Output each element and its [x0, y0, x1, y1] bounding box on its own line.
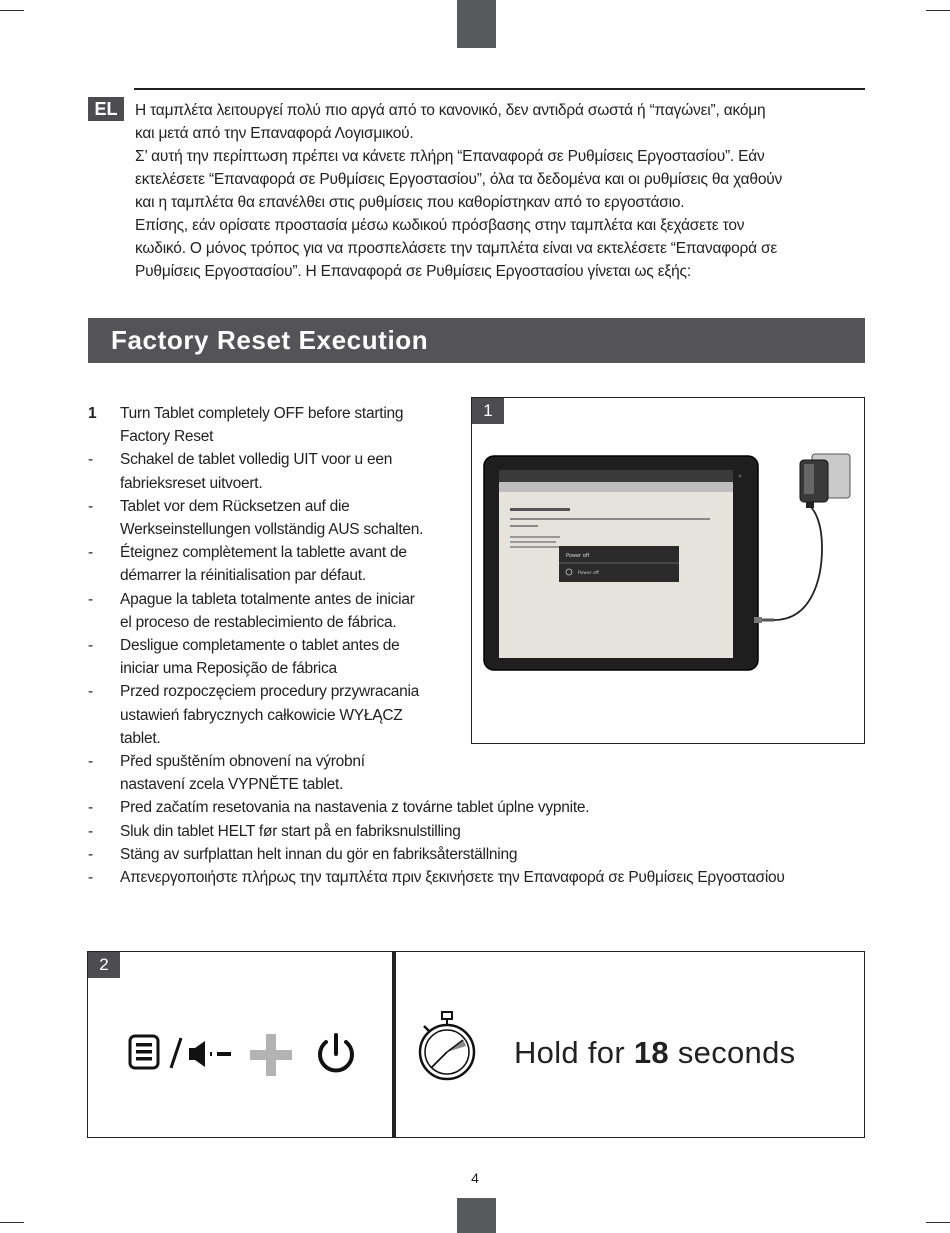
bottom-tab-mark	[457, 1198, 496, 1233]
figure-1-tablet	[471, 397, 865, 744]
hold-suffix: seconds	[668, 1035, 796, 1070]
page-number: 4	[471, 1170, 479, 1186]
crop-mark	[926, 1222, 950, 1223]
hold-duration-text	[514, 1035, 795, 1071]
dialog-option: Power off	[578, 571, 599, 576]
step-line: Apague la tableta totalmente antes de iniciar	[120, 590, 415, 608]
step-marker: -	[88, 497, 93, 515]
volume-down-icon	[187, 1039, 233, 1069]
tablet-illustration	[472, 398, 863, 742]
step-marker: -	[88, 799, 93, 817]
el-line: Σ’ αυτή την περίπτωση πρέπει να κάνετε πλήρη “Επαναφορά σε Ρυθμίσεις Εργοστασίου”. Εάν	[135, 148, 765, 165]
step-marker: -	[88, 637, 93, 655]
step-line: Turn Tablet completely OFF before starting	[120, 405, 404, 422]
el-line: και η ταμπλέτα θα επανέλθει στις ρυθμίσεις που καθορίστηκαν από το εργοστάσιο.	[135, 194, 685, 211]
list-item	[88, 843, 878, 866]
step-line: Tablet vor dem Rücksetzen auf die	[120, 497, 350, 515]
step-marker: -	[88, 451, 93, 469]
crop-mark	[0, 1222, 24, 1223]
language-badge-el: EL	[88, 97, 124, 121]
top-tab-mark	[457, 0, 496, 48]
step-line: tablet.	[120, 729, 161, 747]
el-line: εκτελέσετε “Επαναφορά σε Ρυθμίσεις Εργοστασίου”, όλα τα δεδομένα και οι ρυθμίσεις θα χαθούν	[135, 171, 783, 188]
menu-icon	[128, 1034, 160, 1070]
step-line: Schakel de tablet volledig UIT voor u een	[120, 451, 393, 469]
el-line: Ρυθμίσεις Εργοστασίου”. Η Επαναφορά σε Ρυθμίσεις Εργοστασίου γίνεται ως εξής:	[135, 263, 691, 280]
step-line: Desligue completamente o tablet antes de	[120, 637, 400, 655]
list-item	[88, 750, 878, 796]
step-marker: -	[88, 869, 93, 887]
step-marker: -	[88, 845, 93, 863]
step-line: Werkseinstellungen vollständig AUS schalten.	[120, 521, 424, 539]
figure-number: 1	[472, 398, 504, 424]
step-line: Éteignez complètement la tablette avant de	[120, 544, 407, 562]
el-section-rule	[134, 88, 865, 90]
step-marker: -	[88, 822, 93, 840]
crop-mark	[0, 10, 24, 11]
el-line: Επίσης, εάν ορίσατε προστασία μέσω κωδικού πρόσβασης στην ταμπλέτα και ξεχάσετε τον	[135, 217, 745, 234]
stopwatch-icon	[414, 1010, 480, 1082]
step-line: Před spuštěním obnovení na výrobní	[120, 753, 365, 771]
step-line: nastavení zcela VYPNĚTE tablet.	[120, 776, 344, 794]
step-marker: -	[88, 753, 93, 771]
step-marker: -	[88, 683, 93, 701]
plus-icon	[248, 1032, 294, 1078]
step-marker: 1	[88, 405, 97, 422]
step-line: el proceso de restablecimiento de fábrica.	[120, 613, 397, 631]
step-line: démarrer la réinitialisation par défaut.	[120, 567, 366, 585]
power-icon	[314, 1032, 358, 1076]
list-item	[88, 820, 878, 843]
step-marker: -	[88, 590, 93, 608]
step-line: Pred začatím resetovania na nastavenia z továrne tablet úplne vypnite.	[120, 799, 590, 817]
step-line: Factory Reset	[120, 428, 214, 446]
hold-prefix: Hold for	[514, 1035, 634, 1070]
step-line: Stäng av surfplattan helt innan du gör en fabriksåterställning	[120, 845, 518, 863]
slash-icon	[168, 1036, 184, 1070]
step-marker: -	[88, 544, 93, 562]
list-item	[88, 866, 878, 889]
section-title: Factory Reset Execution	[88, 318, 865, 363]
step-line: ustawień fabrycznych całkowicie WYŁĄCZ	[120, 706, 403, 724]
figure-2-buttons	[87, 951, 865, 1138]
step-line: Przed rozpoczęciem procedury przywracania	[120, 683, 420, 701]
figure-number: 2	[88, 952, 120, 978]
dialog-title: Power off	[566, 553, 590, 559]
step-line: Sluk din tablet HELT før start på en fabriksnulstilling	[120, 822, 461, 840]
el-line: Η ταμπλέτα λειτουργεί πολύ πιο αργά από το κανονικό, δεν αντιδρά σωστά ή “παγώνει”, ακόμη	[135, 102, 766, 119]
el-line: κωδικό. Ο μόνος τρόπος για να προσπελάσετε την ταμπλέτα είναι να εκτελέσετε “Επαναφορά σε	[135, 240, 778, 257]
crop-mark	[926, 10, 950, 11]
figure-divider	[392, 952, 396, 1137]
step-line: Απενεργοποιήστε πλήρως την ταμπλέτα πριν ξεκινήσετε την Επαναφορά σε Ρυθμίσεις Εργοστασίου	[120, 869, 785, 887]
el-paragraph	[135, 99, 870, 283]
hold-seconds-value: 18	[633, 1035, 669, 1070]
list-item	[88, 796, 878, 819]
el-line: και μετά από την Επαναφορά Λογισμικού.	[135, 125, 414, 142]
step-line: iniciar uma Reposição de fábrica	[120, 660, 337, 678]
step-line: fabrieksreset uitvoert.	[120, 474, 263, 492]
